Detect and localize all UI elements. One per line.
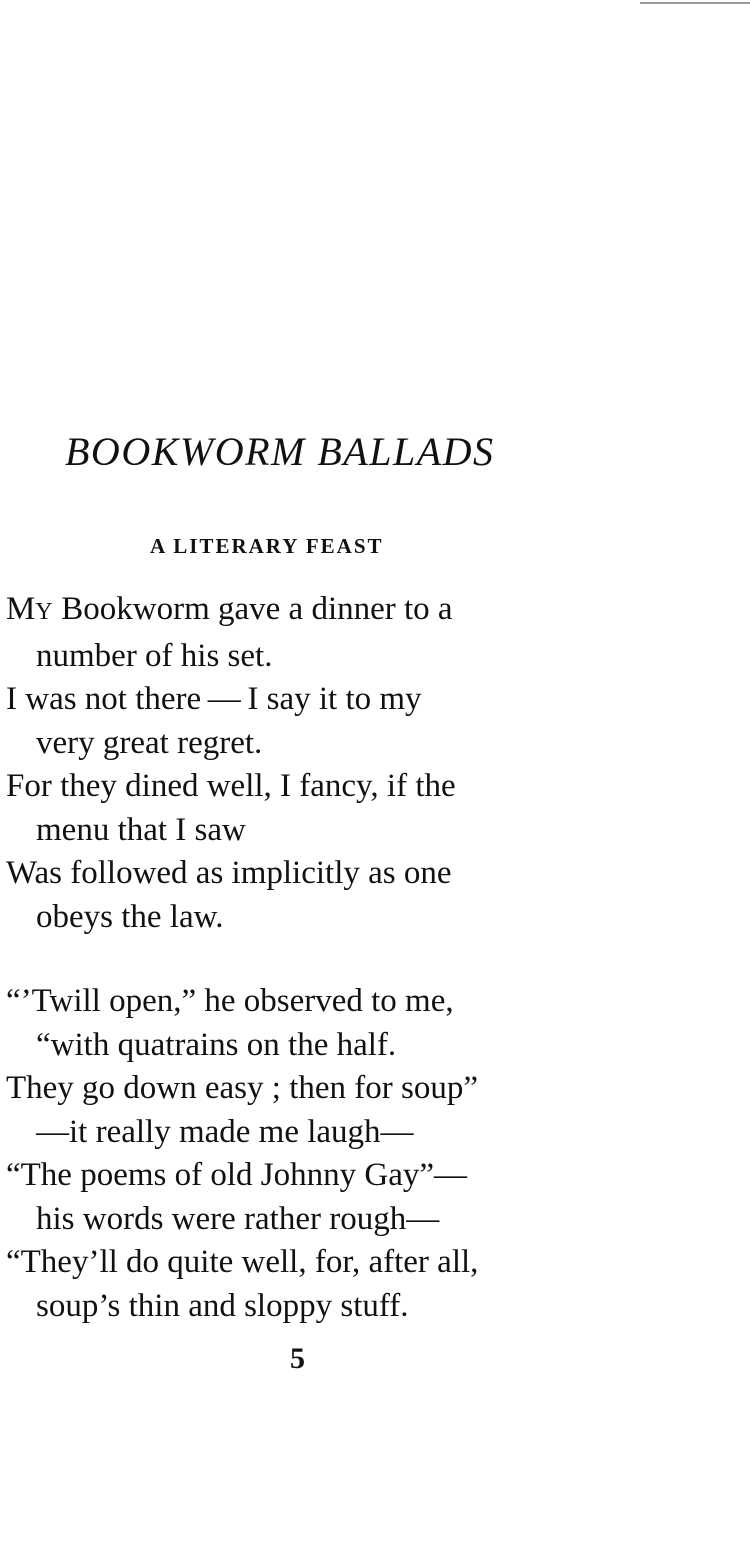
line-text: Bookworm gave a dinner to a [53,591,453,627]
stanza-1-line-8: obeys the law. [36,898,224,935]
stanza-1 [6,588,606,939]
page-number: 5 [290,1342,305,1375]
stanza-2-line-7: “They’ll do quite well, for, after all, [6,1244,479,1280]
stanza-2-line-4: —it really made me laugh— [36,1113,414,1150]
running-title: BOOKWORM BALLADS [65,429,495,474]
stanza-1-line-5: For they dined well, I fancy, if the [6,768,456,804]
stanza-1-line-6: menu that I saw [36,811,246,848]
drop-cap: M [6,591,36,627]
stanza-1-line-4: very great regret. [36,724,263,761]
stanza-1-line-1 [6,588,606,635]
stanza-1-line-7: Was followed as implicitly as one [6,855,452,891]
stanza-2-line-2: “with quatrains on the half. [36,1026,397,1063]
stanza-2-line-1: “’Twill open,” he observed to me, [6,983,454,1019]
stanza-2-line-8: soup’s thin and sloppy stuff. [36,1287,409,1324]
stanza-2-line-6: his words were rather rough— [36,1200,440,1237]
stanza-2 [6,980,606,1328]
top-edge-rule [640,2,750,4]
stanza-1-line-3: I was not there — I say it to my [6,681,422,717]
stanza-2-line-5: “The poems of old Johnny Gay”— [6,1157,467,1193]
poem-title: A LITERARY FEAST [150,534,384,558]
stanza-2-line-3: They go down easy ; then for soup” [6,1070,478,1106]
stanza-1-line-2: number of his set. [36,637,273,674]
small-cap: Y [35,599,53,625]
